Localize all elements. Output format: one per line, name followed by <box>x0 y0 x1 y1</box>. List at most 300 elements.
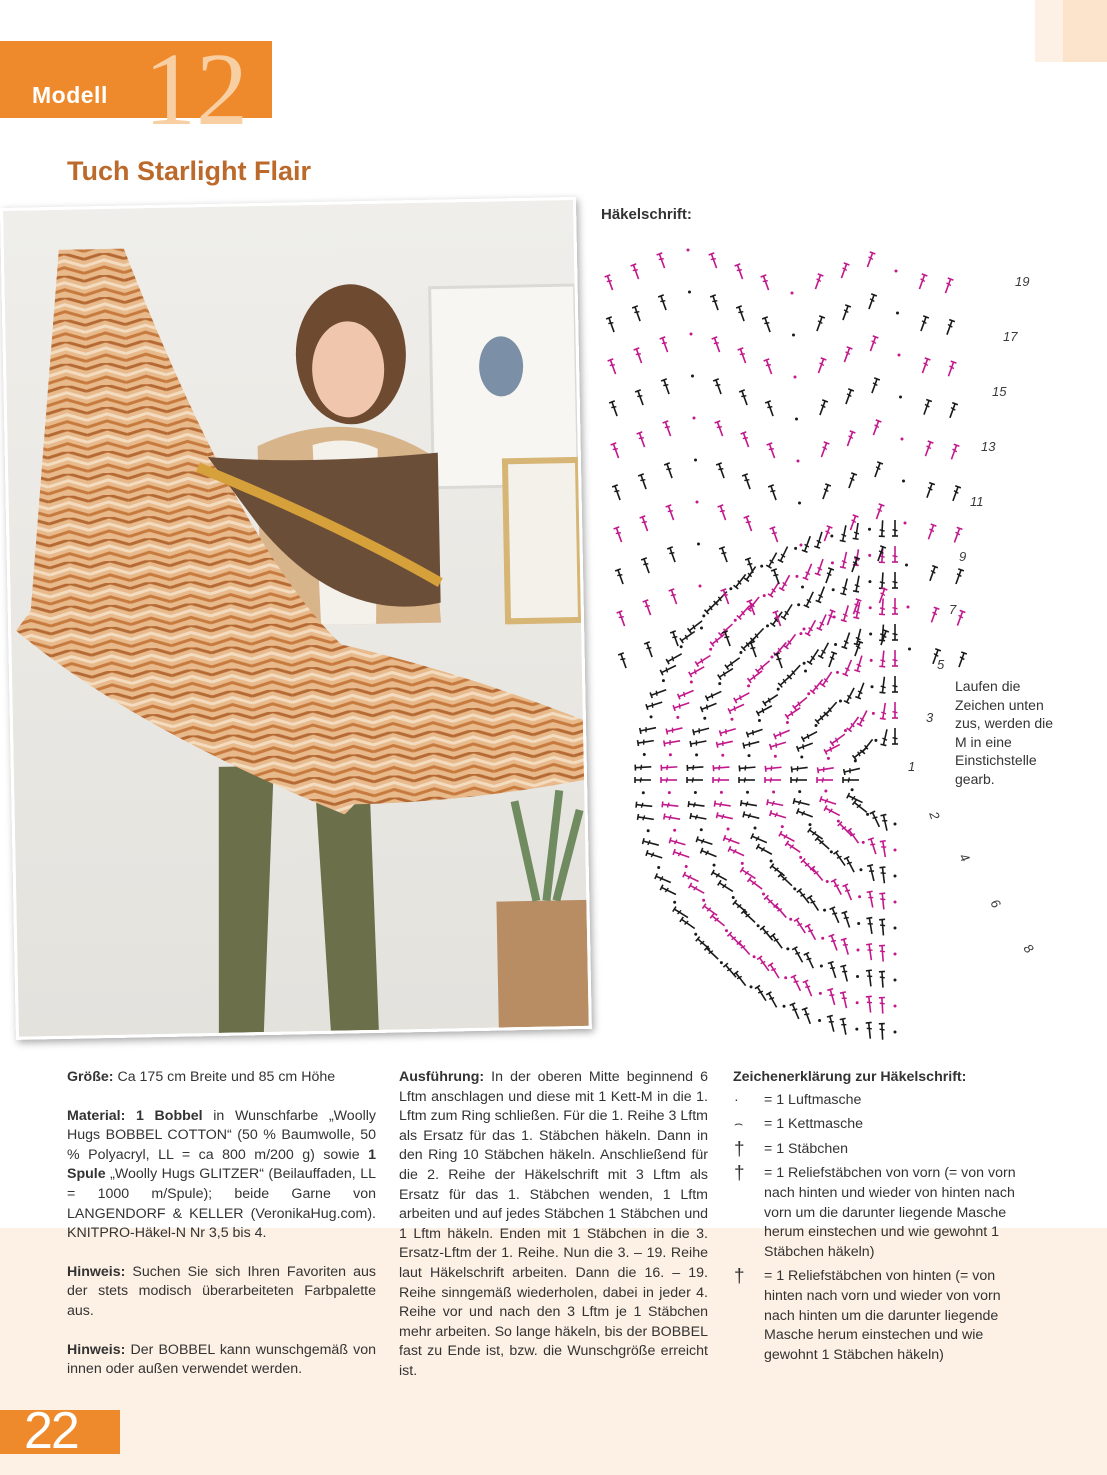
stitch-icon <box>646 850 663 861</box>
back-post-stitch-icon: † <box>734 1266 745 1288</box>
stitch-icon <box>710 914 726 929</box>
stitch-icon <box>663 421 674 437</box>
stitch-icon <box>844 766 861 775</box>
stitch-icon <box>840 551 849 568</box>
stitch-icon <box>816 358 827 374</box>
stitch-icon <box>722 631 733 647</box>
chain-dot <box>901 438 904 441</box>
corner-tab <box>1063 0 1107 62</box>
stitch-icon <box>920 358 931 374</box>
shawl-photo <box>0 197 592 1040</box>
chain-dot <box>789 918 792 921</box>
stitch-icon <box>770 810 787 820</box>
stitch-icon <box>869 378 880 394</box>
stitch-icon <box>766 992 779 1009</box>
chain-dot <box>869 633 872 636</box>
chain-dot <box>804 670 807 673</box>
chain-dot <box>720 791 723 794</box>
stitch-icon <box>924 483 935 499</box>
chain-dot <box>844 729 847 732</box>
chain-dot <box>819 992 822 995</box>
stitch-icon <box>879 867 887 884</box>
row-number-19: 19 <box>1015 274 1030 289</box>
size-paragraph <box>67 1068 376 1088</box>
stitch-icon <box>892 546 898 562</box>
chain-dot <box>899 396 902 399</box>
stitch-icon <box>793 798 810 808</box>
stitch-icon <box>657 253 668 269</box>
stitch-icon <box>815 709 831 724</box>
chain-dot <box>803 662 806 665</box>
chain-dot <box>821 937 824 940</box>
stitch-icon <box>892 728 898 744</box>
row-number-1: 1 <box>908 759 916 774</box>
stitch-icon <box>687 777 703 783</box>
chain-dot <box>831 561 834 564</box>
stitch-icon <box>867 865 877 882</box>
stitch-icon <box>830 907 842 924</box>
stitch-icon <box>669 837 686 847</box>
stitch-icon <box>892 676 898 692</box>
stitch-icon <box>683 872 700 884</box>
stitch-icon <box>778 672 794 687</box>
stitch-icon <box>640 725 657 734</box>
chain-dot <box>730 718 733 721</box>
stitch-icon <box>804 952 816 969</box>
stitch-icon <box>815 558 826 575</box>
front-post-stitch-icon: † <box>734 1163 745 1185</box>
stitch-icon <box>840 305 851 321</box>
stitch-icon <box>740 867 757 881</box>
stitch-icon <box>952 527 963 543</box>
stitch-icon <box>865 252 876 268</box>
chain-dot <box>770 655 773 658</box>
chain-dot <box>741 862 744 865</box>
legend-title: Zeichenerklärung zur Häkelschrift: <box>733 1069 967 1085</box>
stitch-icon <box>840 525 849 542</box>
chain-dot <box>855 1028 858 1031</box>
material-label: Material: 1 Bobbel <box>67 1107 203 1124</box>
chain-dot <box>693 417 696 420</box>
stitch-icon <box>870 811 882 828</box>
chain-dot <box>734 619 737 622</box>
stitch-icon <box>841 938 851 955</box>
chain-dot <box>857 949 860 952</box>
stitch-icon <box>612 485 623 501</box>
stitch-icon <box>828 962 839 979</box>
stitch-icon <box>846 473 857 489</box>
chain-dot <box>753 955 756 958</box>
stitch-icon <box>781 603 795 620</box>
stitch-icon <box>733 573 748 589</box>
chain-dot <box>834 643 837 646</box>
crochet-diagram <box>595 210 1075 1040</box>
chain-dot <box>720 961 723 964</box>
spool-label: 1 Spule <box>67 1146 376 1183</box>
stitch-icon <box>632 306 643 322</box>
stitch-icon <box>853 575 862 592</box>
diagram-note: Laufen die Zeichen unten zus, werden die M in eine Einstichstelle gearb. <box>955 678 1054 787</box>
chain-dot <box>762 892 765 895</box>
chain-dot <box>894 901 897 904</box>
stitch-icon <box>844 687 857 704</box>
stitch-icon <box>842 911 853 928</box>
stitch-icon <box>791 777 807 783</box>
stitch-icon <box>770 739 787 749</box>
stitch-icon <box>817 765 834 773</box>
stitch-icon <box>690 813 707 822</box>
shawl-illustration <box>3 200 589 1037</box>
stitch-icon <box>606 317 617 333</box>
stitch-icon <box>660 337 671 353</box>
stitch-icon <box>762 317 773 333</box>
material-paragraph <box>67 1107 376 1244</box>
stitch-icon <box>704 599 720 614</box>
stitch-icon <box>712 337 723 353</box>
chain-dot <box>750 985 753 988</box>
stitch-icon <box>826 652 837 668</box>
stitch-icon <box>660 663 677 675</box>
chain-dot <box>808 823 811 826</box>
stitch-icon <box>643 600 654 616</box>
chain-dot <box>754 827 757 830</box>
chain-dot <box>868 528 871 531</box>
stitch-icon <box>704 946 720 961</box>
chain-dot <box>896 312 899 315</box>
stitch-icon <box>693 725 710 735</box>
stitch-icon <box>763 692 780 706</box>
stitch-icon <box>803 563 815 580</box>
stitch-icon <box>723 963 738 979</box>
stitch-icon <box>956 652 967 668</box>
stitch-icon <box>868 336 879 352</box>
stitch-icon <box>881 814 890 831</box>
row-number-11: 11 <box>970 494 984 509</box>
instructions-text: In der oberen Mitte beginnend 6 Lftm anschlagen und diese mit 1 Kett-M in die 1. Lftm zum Ring schließen. Für die 1. Reihe 3 Lftm als Ersatz für das 1. Stäbchen häkeln. Dann in den Ring 10 Stäbchen häkeln. Anschließend für die 2. Reihe der Häkelschrift mit 3 Lftm als Ersatz für das 1. Stäbchen wenden, 1 Lftm arbeiten und auf jedes Stäbchen 1 Stäbchen und 1 Lftm häkeln. Enden mit 1 Stäbchen in die 3. Ersatz-Lftm der 1. Reihe. Nun die 3. – 19. Reihe laut Häkelschrift arbeiten. Dann die 16. – 19. Reihe sinngemäß wiederholen, dabei in jeder 4. Reihe vor und nach den 3 Lftm je 1 Stäbchen mehr arbeiten. So lange häkeln, bis der BOBBEL fast zu Ende ist, bzw. die Wunschgröße erreicht ist. <box>399 1069 708 1379</box>
stitch-icon <box>866 294 877 310</box>
double-crochet-icon: † <box>734 1138 745 1160</box>
stitch-icon <box>689 664 706 677</box>
chain-dot <box>694 791 697 794</box>
hint-label-1: Hinweis: <box>67 1263 126 1280</box>
chain-dot <box>907 606 910 609</box>
hint-paragraph-1 <box>67 1263 376 1322</box>
stitch-icon <box>868 838 879 855</box>
legend-text: = 1 Reliefstäbchen von hinten (= von hinten nach vorn und wieder von vorn nach hinten um die darunter liegende Masche herum einstechen und wie gewohnt 1 Stäbchen häkeln) <box>764 1268 1001 1363</box>
chain-dot <box>748 754 751 757</box>
chain-dot <box>894 849 897 852</box>
stitch-icon <box>765 401 776 417</box>
stitch-icon <box>879 997 886 1013</box>
stitch-icon <box>741 909 757 924</box>
chain-dot <box>696 501 699 504</box>
chain-dot <box>739 651 742 654</box>
stitch-icon <box>720 726 737 736</box>
stitch-icon <box>779 574 792 591</box>
chain-dot <box>866 813 869 816</box>
stitch-icon <box>802 1008 813 1025</box>
chain-dot <box>894 875 897 878</box>
stitch-icon <box>666 505 677 521</box>
row-number-6: 6 <box>987 896 1004 911</box>
stitch-icon <box>757 956 771 973</box>
stitch-icon <box>661 764 677 771</box>
chain-dot <box>824 789 827 792</box>
material-text: in Wunschfarbe „Woolly Hugs BOBBEL COTTON“ (50 % Baumwolle, 50 % Polyacryl, LL = ca 800 m/200 g) sowie <box>67 1107 376 1163</box>
stitch-icon <box>847 715 861 731</box>
stitch-icon <box>728 702 745 714</box>
chain-dot <box>699 585 702 588</box>
stitch-icon <box>716 463 727 479</box>
chain-dot <box>871 685 874 688</box>
stitch-icon <box>879 945 886 961</box>
instructions-label: Ausführung: <box>399 1069 485 1085</box>
stitch-icon <box>718 505 729 521</box>
chain-dot <box>685 865 688 868</box>
chain-dot <box>650 715 653 718</box>
chain-dot <box>837 820 840 823</box>
chain-dot <box>854 759 857 762</box>
stitch-icon <box>701 701 718 712</box>
stitch-icon <box>770 527 781 543</box>
legend-text: = 1 Luftmasche <box>764 1091 862 1108</box>
stitch-icon <box>748 642 759 658</box>
stitch-icon <box>736 306 747 322</box>
top-decor-band <box>1035 0 1063 62</box>
chain-dot <box>673 829 676 832</box>
chain-dot <box>777 688 780 691</box>
chain-dot <box>668 791 671 794</box>
stitch-icon <box>635 764 651 771</box>
chain-dot <box>798 790 801 793</box>
stitch-icon <box>946 361 957 377</box>
diagram-label: Häkelschrift: <box>601 206 692 223</box>
stitch-icon <box>791 764 808 772</box>
stitch-icon <box>944 320 955 336</box>
chain-dot <box>694 459 697 462</box>
chain-dot <box>763 594 766 597</box>
slip-stitch-icon: ⌢ <box>734 1116 744 1133</box>
stitch-icon <box>735 264 746 280</box>
stitch-icon <box>805 619 818 636</box>
stitch-icon <box>609 401 620 417</box>
stitch-icon <box>766 551 779 568</box>
chain-dot <box>702 614 705 617</box>
stitch-icon <box>880 702 888 719</box>
chain-dot <box>786 947 789 950</box>
chain-dot <box>781 825 784 828</box>
stitch-icon <box>818 641 831 658</box>
chain-dot <box>818 1019 821 1022</box>
stitch-icon <box>669 589 680 605</box>
stitch-icon <box>866 1022 874 1039</box>
stitch-icon <box>855 682 866 699</box>
stitch-icon <box>843 389 854 405</box>
stitch-icon <box>814 531 825 548</box>
stitch-icon <box>678 688 695 700</box>
stitch-icon <box>664 738 681 747</box>
stitch-icon <box>680 629 697 643</box>
chain-dot <box>895 270 898 273</box>
chain-dot <box>800 756 803 759</box>
chain-dot <box>894 979 897 982</box>
stitch-icon <box>688 801 705 809</box>
stitch-icon <box>725 655 741 669</box>
stitch-icon <box>879 893 887 910</box>
stitch-icon <box>741 432 752 448</box>
stitch-icon <box>845 431 856 447</box>
stitch-icon <box>918 316 929 332</box>
stitch-icon <box>827 1015 837 1032</box>
chain-dot <box>669 753 672 756</box>
stitch-icon <box>822 526 833 542</box>
stitch-icon <box>847 828 861 844</box>
stitch-icon <box>640 516 651 532</box>
stitch-icon <box>842 631 853 648</box>
chain-dot <box>800 544 803 547</box>
stitch-icon <box>717 738 734 747</box>
stitch-icon <box>854 655 864 672</box>
stitch-icon <box>892 598 898 614</box>
stitch-icon <box>840 1018 849 1035</box>
chain-dot <box>801 586 804 589</box>
chain-dot <box>894 953 897 956</box>
chain-dot <box>695 753 698 756</box>
chain-dot <box>643 753 646 756</box>
stitch-icon <box>715 421 726 437</box>
stitch-icon <box>614 527 625 543</box>
chain-dot <box>758 719 761 722</box>
row-number-8: 8 <box>1020 940 1037 957</box>
chain-dot <box>803 628 806 631</box>
stitch-icon <box>713 764 729 771</box>
chain-dot <box>856 1001 859 1004</box>
stitch-icon <box>840 578 850 595</box>
stitch-icon <box>637 432 648 448</box>
stitch-icon <box>874 504 885 520</box>
chain-dot <box>894 1031 897 1034</box>
stitch-icon <box>756 844 773 857</box>
chain-dot <box>725 929 728 932</box>
stitch-icon <box>631 264 642 280</box>
chain-dot <box>807 692 810 695</box>
chain-dot <box>732 896 735 899</box>
size-text: Ca 175 cm Breite und 85 cm Höhe <box>113 1069 336 1085</box>
stitch-icon <box>748 669 764 683</box>
chain-dot <box>894 823 897 826</box>
chain-dot <box>902 480 905 483</box>
stitch-icon <box>785 841 802 855</box>
page-title: Tuch Starlight Flair <box>67 156 312 186</box>
stitch-icon <box>953 569 964 585</box>
stitch-icon <box>702 904 719 918</box>
stitch-icon <box>638 738 655 746</box>
legend-item-chain <box>733 1091 1033 1111</box>
stitch-icon <box>734 690 751 703</box>
stitch-icon <box>831 879 844 896</box>
stitch-icon <box>803 980 815 997</box>
row-number-3: 3 <box>926 710 934 725</box>
row-number-7: 7 <box>949 602 957 617</box>
stitch-icon <box>690 738 707 747</box>
stitch-icon <box>739 390 750 406</box>
chain-dot <box>662 679 665 682</box>
stitch-icon <box>706 689 723 701</box>
chain-dot <box>729 587 732 590</box>
chain-dot <box>727 828 730 831</box>
stitch-icon <box>840 992 849 1009</box>
legend-text: = 1 Kettmasche <box>764 1116 863 1133</box>
stitch-icon <box>767 799 784 808</box>
stitch-icon <box>827 989 837 1006</box>
stitch-icon <box>747 595 762 611</box>
stitch-icon <box>917 274 928 290</box>
stitch-icon <box>807 896 821 913</box>
chain-dot <box>894 1005 897 1008</box>
stitch-icon <box>872 462 883 478</box>
stitch-icon <box>643 838 660 848</box>
stitch-icon <box>765 777 781 783</box>
chain-dot <box>700 627 703 630</box>
stitch-icon <box>768 963 782 980</box>
stitch-icon <box>638 814 655 822</box>
stitch-icon <box>804 591 816 608</box>
chain-dot <box>862 841 865 844</box>
stitch-icon <box>879 1024 886 1040</box>
stitch-icon <box>839 263 850 279</box>
stitch-icon <box>710 295 721 311</box>
stitch-icon <box>947 403 958 419</box>
stitch-icon <box>949 444 960 460</box>
stitch-icon <box>842 347 853 363</box>
chain-dot <box>783 1005 786 1008</box>
chain-dot <box>832 588 835 591</box>
stitch-icon <box>710 632 726 647</box>
stitch-icon <box>713 777 729 783</box>
stitch-icon <box>655 873 672 885</box>
stitch-icon <box>927 566 938 582</box>
legend-text: = 1 Stäbchen <box>764 1140 849 1157</box>
stitch-icon <box>751 833 768 845</box>
stitch-icon <box>761 275 772 291</box>
stitch-icon <box>923 441 934 457</box>
stitch-icon <box>844 857 857 874</box>
stitch-icon <box>701 848 718 859</box>
stitch-icon <box>717 812 734 821</box>
row-number-4: 4 <box>956 850 973 865</box>
stitch-icon <box>608 359 619 375</box>
chain-dot <box>687 249 690 252</box>
hint-paragraph-2 <box>67 1341 376 1380</box>
stitch-icon <box>617 611 628 627</box>
chain-dot <box>703 717 706 720</box>
stitch-icon <box>819 442 830 458</box>
stitch-icon <box>791 975 803 992</box>
stitch-icon <box>929 607 940 623</box>
row-number-2: 2 <box>926 809 943 822</box>
legend-item-front-post <box>733 1164 1033 1262</box>
hint-label-2: Hinweis: <box>67 1341 126 1358</box>
legend-item-back-post <box>733 1267 1033 1365</box>
stitch-icon <box>892 702 898 718</box>
stitch-icon <box>823 568 834 584</box>
chain-dot <box>898 354 901 357</box>
stitch-icon <box>816 586 827 603</box>
stitch-icon <box>866 918 875 935</box>
chain-dot <box>872 712 875 715</box>
chain-dot <box>786 721 789 724</box>
chain-dot <box>814 724 817 727</box>
